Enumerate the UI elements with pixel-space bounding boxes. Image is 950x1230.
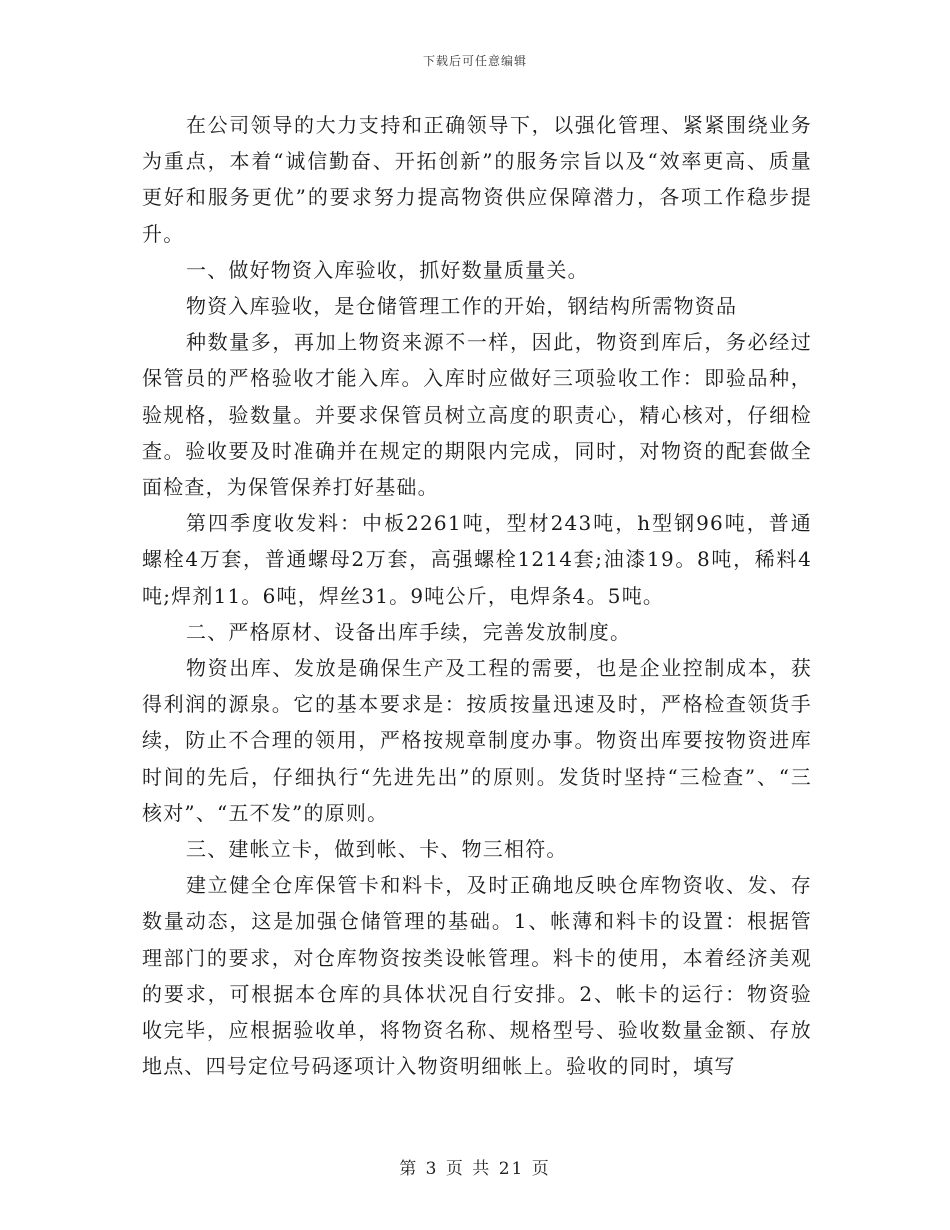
section-heading: 二、严格原材、设备出库手续，完善发放制度。 <box>186 619 632 644</box>
section-heading: 一、做好物资入库验收，抓好数量质量关。 <box>186 257 589 282</box>
page-header-note: 下载后可任意编辑 <box>422 54 527 68</box>
page-number-footer: 第 3 页 共 21 页 <box>399 1159 551 1179</box>
document-body <box>142 107 812 1084</box>
paragraph: 建立健全仓库保管卡和料卡，及时正确地反映仓库物资收、发、存数量动态，这是加强仓储管理的基础。1、帐薄和料卡的设置：根据管理部门的要求，对仓库物资按类设帐管理。料卡的使用，本着经济美观的要求，可根据本仓库的具体状况自行安排。2、帐卡的运行：物资验收完毕，应根据验收单，将物资名称、规格型号、验收数量金额、存放地点、四号定位号码逐项计入物资明细帐上。验收的同时，填写 <box>142 873 812 1079</box>
paragraph: 种数量多，再加上物资来源不一样，因此，物资到库后，务必经过保管员的严格验收才能入库。入库时应做好三项验收工作：即验品种，验规格，验数量。并要求保管员树立高度的职责心，精心核对，仔细检查。验收要及时准确并在规定的期限内完成，同时，对物资的配套做全面检查，为保管保养打好基础。 <box>142 330 812 500</box>
section-heading: 三、建帐立卡，做到帐、卡、物三相符。 <box>186 837 568 862</box>
paragraph: 物资出库、发放是确保生产及工程的需要，也是企业控制成本，获得利润的源泉。它的基本要求是：按质按量迅速及时，严格检查领货手续，防止不合理的领用，严格按规章制度办事。物资出库要按物资进库时间的先后，仔细执行“先进先出”的原则。发货时坚持“三检查”、“三核对”、“五不发”的原则。 <box>142 656 812 825</box>
paragraph: 在公司领导的大力支持和正确领导下，以强化管理、紧紧围绕业务为重点，本着“诚信勤奋、开拓创新”的服务宗旨以及“效率更高、质量更好和服务更优”的要求努力提高物资供应保障潜力，各项工作稳步提升。 <box>142 113 812 246</box>
paragraph: 第四季度收发料：中板2261吨，型材243吨，h型钢96吨，普通螺栓4万套，普通螺母2万套，高强螺栓1214套;油漆19。8吨，稀料4吨;焊剂11。6吨，焊丝31。9吨公斤，电焊条4。5吨。 <box>142 511 812 608</box>
paragraph: 物资入库验收，是仓储管理工作的开始，钢结构所需物资品 <box>186 294 738 319</box>
